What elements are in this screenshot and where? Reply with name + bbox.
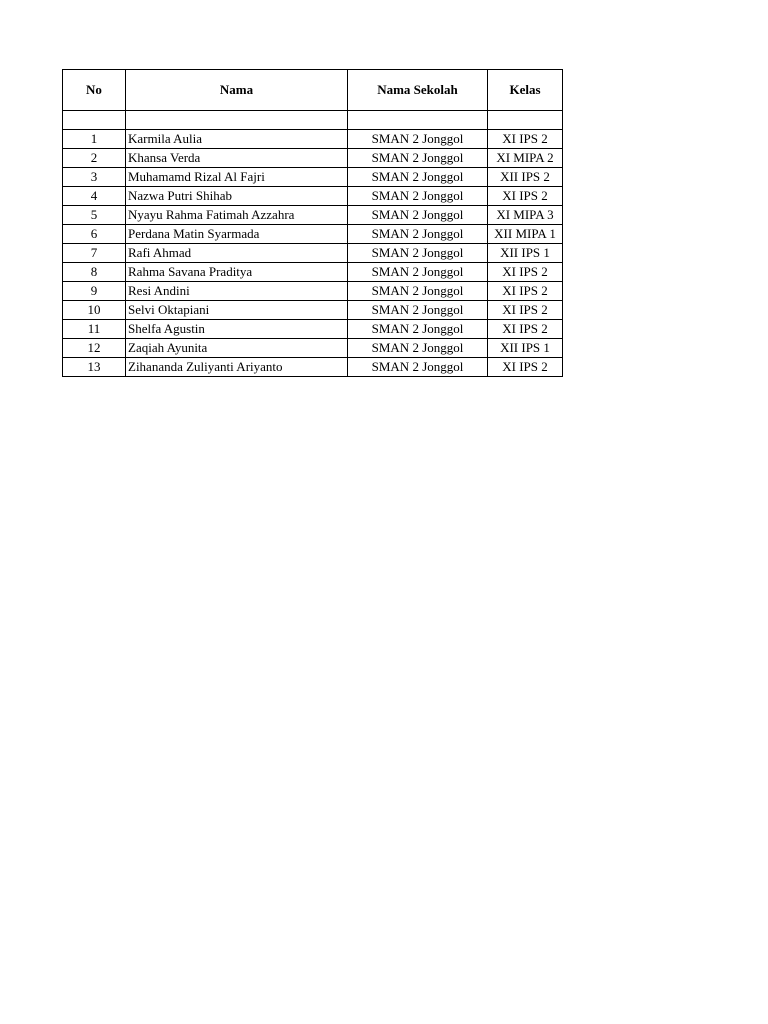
row-school-cell: SMAN 2 Jonggol xyxy=(348,339,488,358)
row-no-cell: 2 xyxy=(63,149,126,168)
row-no-cell: 4 xyxy=(63,187,126,206)
row-school-cell: SMAN 2 Jonggol xyxy=(348,282,488,301)
row-name-cell: Resi Andini xyxy=(126,282,348,301)
row-name-cell: Rahma Savana Praditya xyxy=(126,263,348,282)
table-row xyxy=(63,206,563,225)
row-no-cell: 5 xyxy=(63,206,126,225)
row-class-cell: XI MIPA 3 xyxy=(488,206,563,225)
table-row xyxy=(63,130,563,149)
row-class-cell: XI IPS 2 xyxy=(488,282,563,301)
table-row xyxy=(63,225,563,244)
table-row xyxy=(63,301,563,320)
table-row xyxy=(63,263,563,282)
row-name-cell: Selvi Oktapiani xyxy=(126,301,348,320)
row-no-cell: 6 xyxy=(63,225,126,244)
row-no-cell: 8 xyxy=(63,263,126,282)
row-school-cell: SMAN 2 Jonggol xyxy=(348,187,488,206)
row-no-cell: 10 xyxy=(63,301,126,320)
row-school-cell: SMAN 2 Jonggol xyxy=(348,320,488,339)
row-class-cell: XII IPS 1 xyxy=(488,339,563,358)
row-no-cell: 9 xyxy=(63,282,126,301)
empty-cell xyxy=(348,111,488,130)
header-no: No xyxy=(63,70,126,111)
row-class-cell: XI IPS 2 xyxy=(488,263,563,282)
table-body xyxy=(63,111,563,377)
row-name-cell: Perdana Matin Syarmada xyxy=(126,225,348,244)
row-school-cell: SMAN 2 Jonggol xyxy=(348,225,488,244)
row-no-cell: 7 xyxy=(63,244,126,263)
row-class-cell: XI IPS 2 xyxy=(488,130,563,149)
row-school-cell: SMAN 2 Jonggol xyxy=(348,149,488,168)
row-no-cell: 13 xyxy=(63,358,126,377)
row-class-cell: XI IPS 2 xyxy=(488,187,563,206)
row-class-cell: XII IPS 1 xyxy=(488,244,563,263)
row-name-cell: Rafi Ahmad xyxy=(126,244,348,263)
row-name-cell: Nazwa Putri Shihab xyxy=(126,187,348,206)
table-row xyxy=(63,358,563,377)
student-table xyxy=(62,69,563,377)
row-school-cell: SMAN 2 Jonggol xyxy=(348,206,488,225)
row-school-cell: SMAN 2 Jonggol xyxy=(348,130,488,149)
table-row xyxy=(63,168,563,187)
row-school-cell: SMAN 2 Jonggol xyxy=(348,263,488,282)
row-name-cell: Nyayu Rahma Fatimah Azzahra xyxy=(126,206,348,225)
row-class-cell: XI IPS 2 xyxy=(488,320,563,339)
table-row xyxy=(63,187,563,206)
row-school-cell: SMAN 2 Jonggol xyxy=(348,358,488,377)
row-no-cell: 1 xyxy=(63,130,126,149)
row-class-cell: XI IPS 2 xyxy=(488,301,563,320)
table-row xyxy=(63,149,563,168)
empty-cell xyxy=(488,111,563,130)
row-class-cell: XI IPS 2 xyxy=(488,358,563,377)
row-no-cell: 12 xyxy=(63,339,126,358)
table-row xyxy=(63,339,563,358)
row-name-cell: Zaqiah Ayunita xyxy=(126,339,348,358)
row-class-cell: XII MIPA 1 xyxy=(488,225,563,244)
table-header xyxy=(63,70,563,111)
row-name-cell: Karmila Aulia xyxy=(126,130,348,149)
header-nama-sekolah: Nama Sekolah xyxy=(348,70,488,111)
empty-cell xyxy=(126,111,348,130)
row-no-cell: 11 xyxy=(63,320,126,339)
row-class-cell: XII IPS 2 xyxy=(488,168,563,187)
row-no-cell: 3 xyxy=(63,168,126,187)
header-kelas: Kelas xyxy=(488,70,563,111)
row-class-cell: XI MIPA 2 xyxy=(488,149,563,168)
table-row xyxy=(63,320,563,339)
table-row xyxy=(63,282,563,301)
row-school-cell: SMAN 2 Jonggol xyxy=(348,301,488,320)
row-name-cell: Muhamamd Rizal Al Fajri xyxy=(126,168,348,187)
empty-row xyxy=(63,111,563,130)
row-school-cell: SMAN 2 Jonggol xyxy=(348,244,488,263)
row-school-cell: SMAN 2 Jonggol xyxy=(348,168,488,187)
header-row xyxy=(63,70,563,111)
table-row xyxy=(63,244,563,263)
header-nama: Nama xyxy=(126,70,348,111)
row-name-cell: Khansa Verda xyxy=(126,149,348,168)
row-name-cell: Shelfa Agustin xyxy=(126,320,348,339)
empty-cell xyxy=(63,111,126,130)
row-name-cell: Zihananda Zuliyanti Ariyanto xyxy=(126,358,348,377)
